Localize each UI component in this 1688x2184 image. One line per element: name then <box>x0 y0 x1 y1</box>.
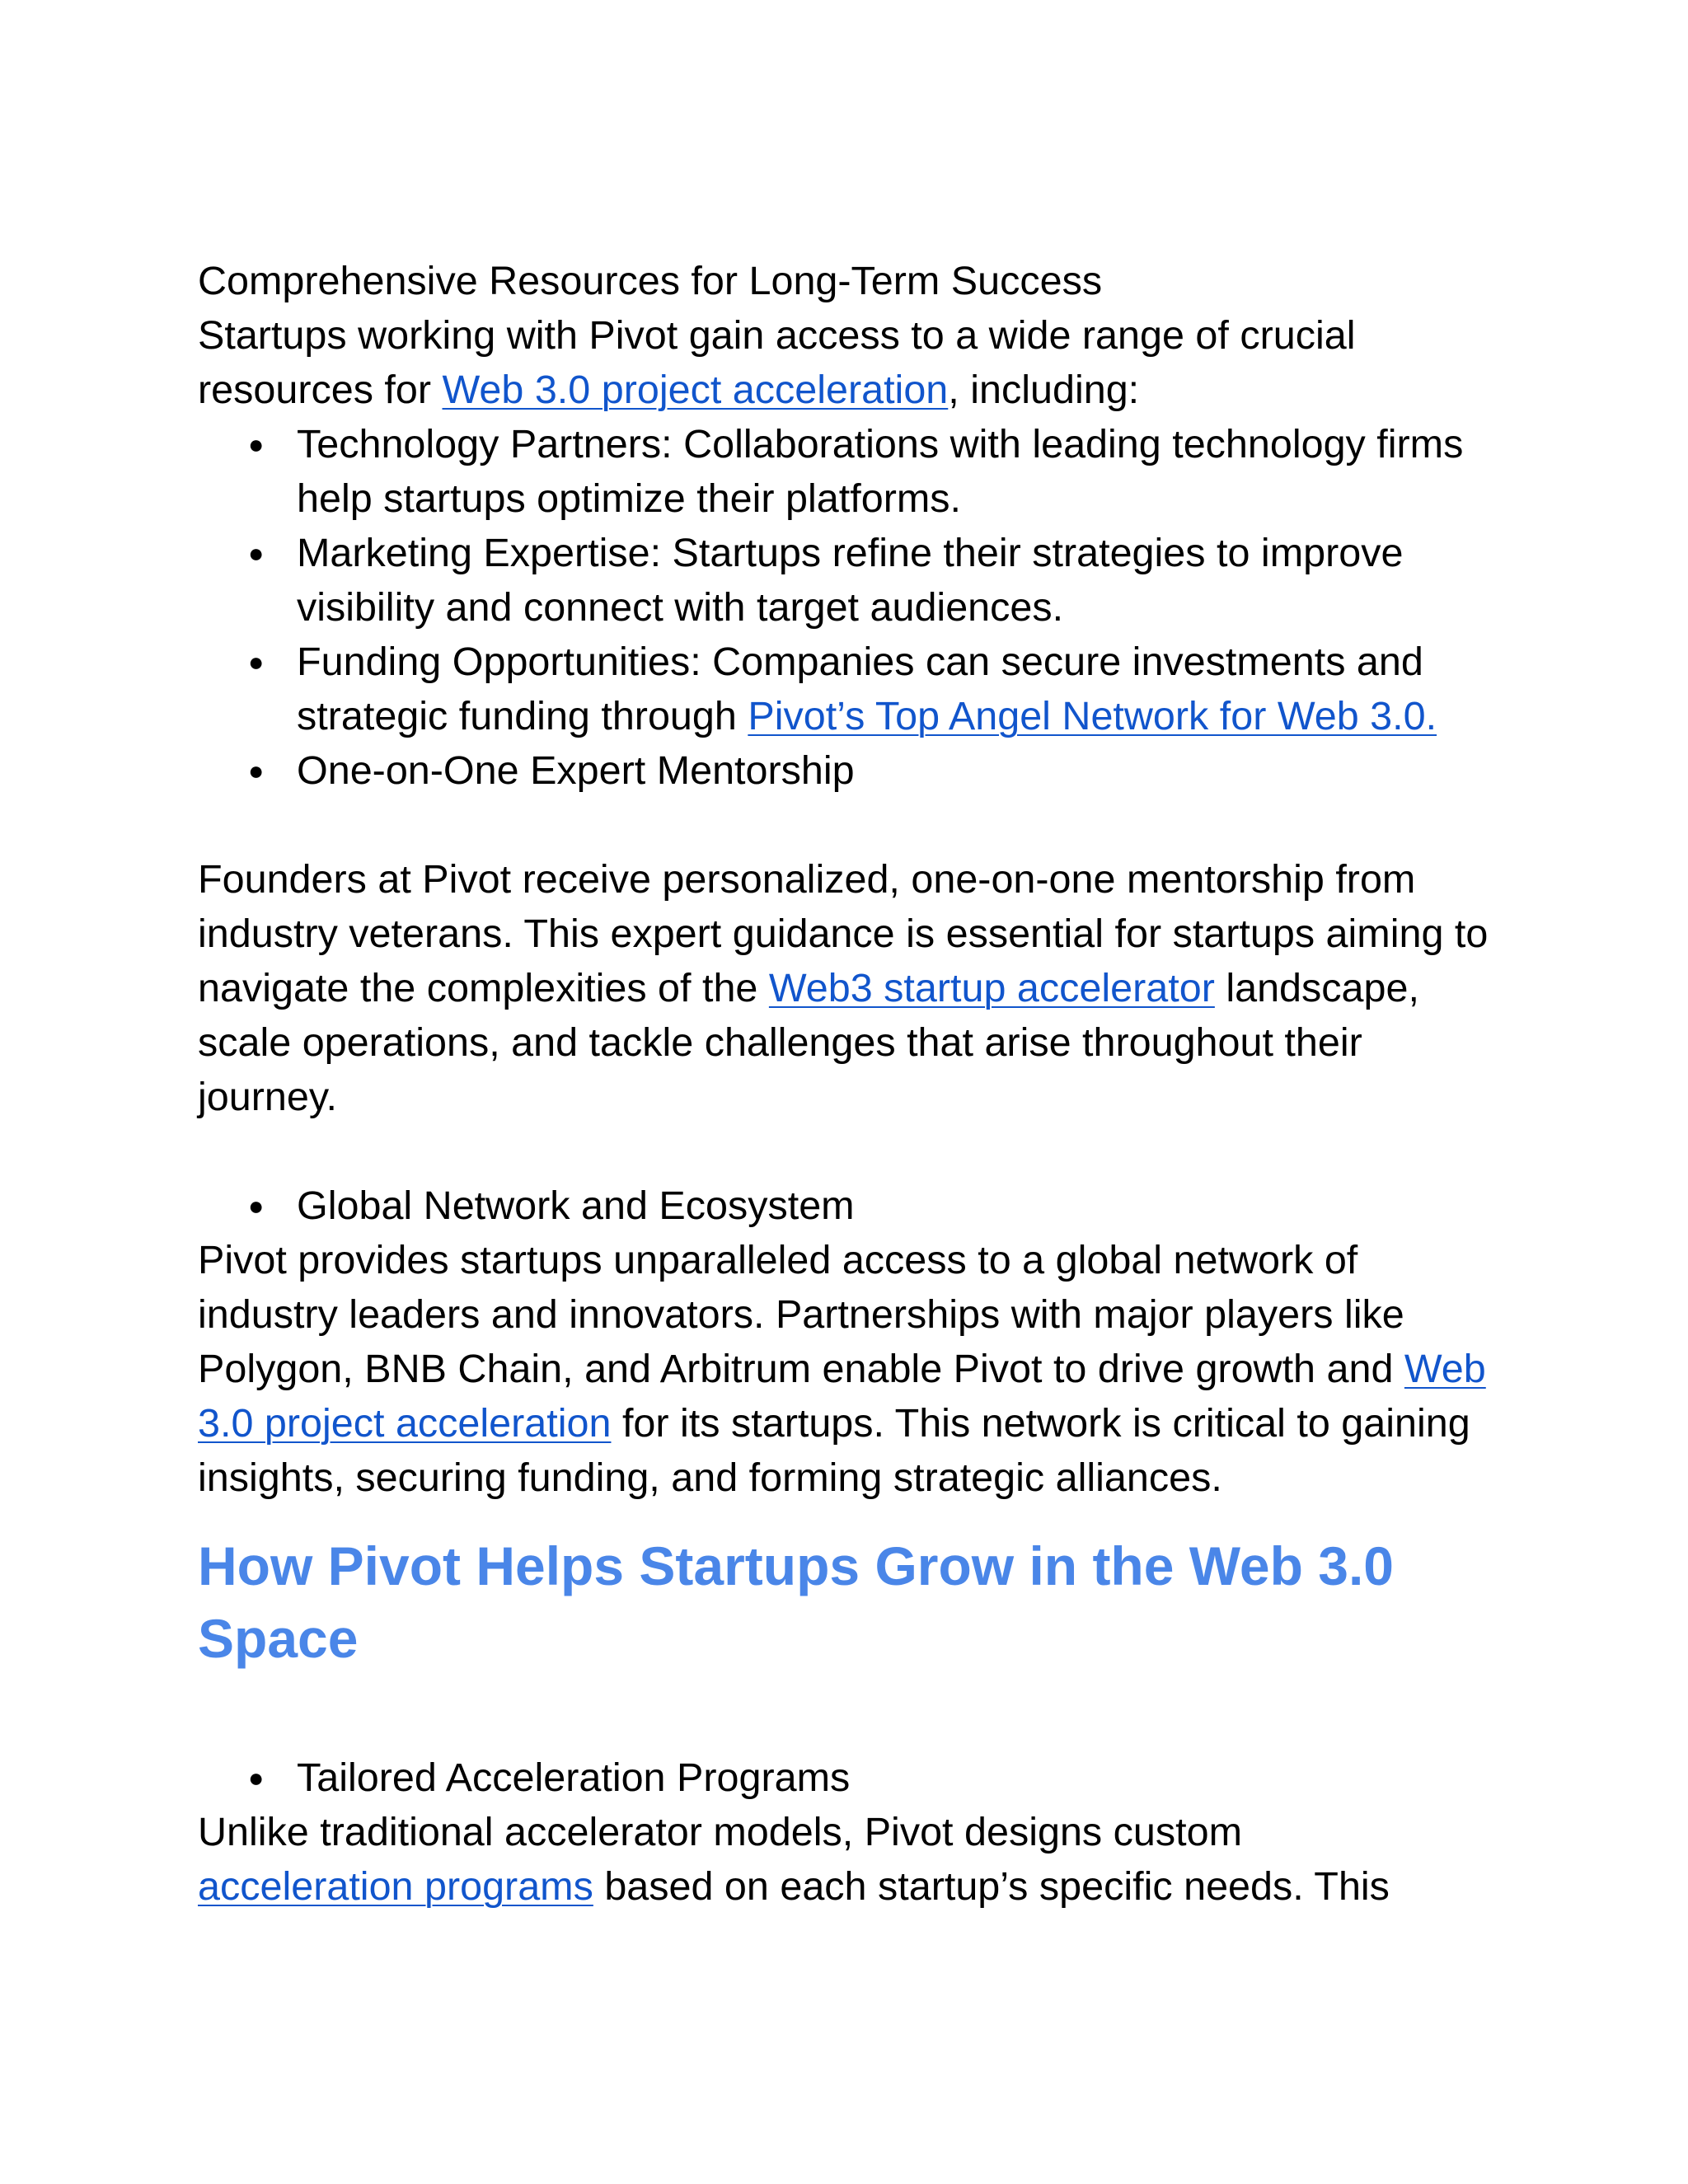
bullet-icon: ● <box>248 1191 265 1221</box>
list-item-text: One-on-One Expert Mentorship <box>297 748 855 793</box>
section-heading: How Pivot Helps Startups Grow in the Web 3.0 Space <box>198 1535 1395 1669</box>
bullet-icon: ● <box>248 756 265 785</box>
bullet-icon: ● <box>248 538 265 568</box>
bullet-icon: ● <box>248 429 265 459</box>
section-title: Comprehensive Resources for Long-Term Success <box>198 259 1103 303</box>
spacer <box>198 1675 1500 1750</box>
web3-startup-accelerator-link[interactable]: Web3 startup accelerator <box>768 966 1215 1010</box>
spacer <box>198 798 1500 852</box>
global-network-paragraph <box>198 1233 1500 1505</box>
list-item-text: Funding Opportunities: Companies can secure investments and strategic funding through <box>297 640 1423 738</box>
intro-text-after: , including: <box>948 368 1140 412</box>
list-item-funding-opportunities <box>248 635 1500 743</box>
mentorship-paragraph <box>198 852 1500 1124</box>
tailored-text-after: based on each startup’s specific needs. This <box>593 1864 1390 1909</box>
global-text-before: Pivot provides startups unparalleled access to a global network of industry leaders and innovators. Partnerships with major players like Polygon, BNB Chain, and Arbitrum enable Pivot to drive growth and <box>198 1238 1404 1391</box>
tailored-text-before: Unlike traditional accelerator models, Pivot designs custom <box>198 1810 1242 1854</box>
web3-project-acceleration-link[interactable]: Web 3.0 project acceleration <box>442 368 949 412</box>
intro-text-before: Startups working with Pivot gain access to a wide range of crucial resources for <box>198 313 1356 412</box>
mentorship-text-after: landscape, scale operations, and tackle challenges that arise throughout their journey. <box>198 966 1419 1119</box>
list-item-marketing-expertise <box>248 526 1500 635</box>
global-text-after: for its startups. This network is critical to gaining insights, securing funding, and forming strategic alliances. <box>198 1401 1470 1500</box>
bullet-icon: ● <box>248 1763 265 1793</box>
list-item-text: Global Network and Ecosystem <box>297 1183 855 1228</box>
list-item-text: Marketing Expertise: Startups refine their strategies to improve visibility and connect with target audiences. <box>297 531 1404 630</box>
mentorship-text-before: Founders at Pivot receive personalized, one-on-one mentorship from industry veterans. This expert guidance is essential for startups aiming to navigate the complexities of the <box>198 857 1489 1010</box>
tailored-paragraph <box>198 1805 1500 1914</box>
global-network-list <box>198 1179 1500 1233</box>
spacer <box>198 1124 1500 1179</box>
angel-network-link[interactable]: Pivot’s Top Angel Network for Web 3.0. <box>748 694 1437 738</box>
acceleration-programs-link[interactable]: acceleration programs <box>198 1864 593 1909</box>
resources-list <box>198 417 1500 798</box>
list-item-global-network <box>248 1179 1500 1233</box>
list-item-text: Tailored Acceleration Programs <box>297 1755 851 1800</box>
list-item-technology-partners <box>248 417 1500 526</box>
list-item-text: Technology Partners: Collaborations with leading technology firms help startups optimize their platforms. <box>297 422 1464 521</box>
web3-project-acceleration-link-2[interactable]: Web 3.0 project acceleration <box>198 1347 1486 1446</box>
bullet-icon: ● <box>248 647 265 677</box>
tailored-programs-list <box>198 1750 1500 1805</box>
document-page <box>198 254 1500 1914</box>
intro-paragraph <box>198 308 1500 417</box>
list-item-expert-mentorship <box>248 743 1500 798</box>
list-item-tailored-programs <box>248 1750 1500 1805</box>
